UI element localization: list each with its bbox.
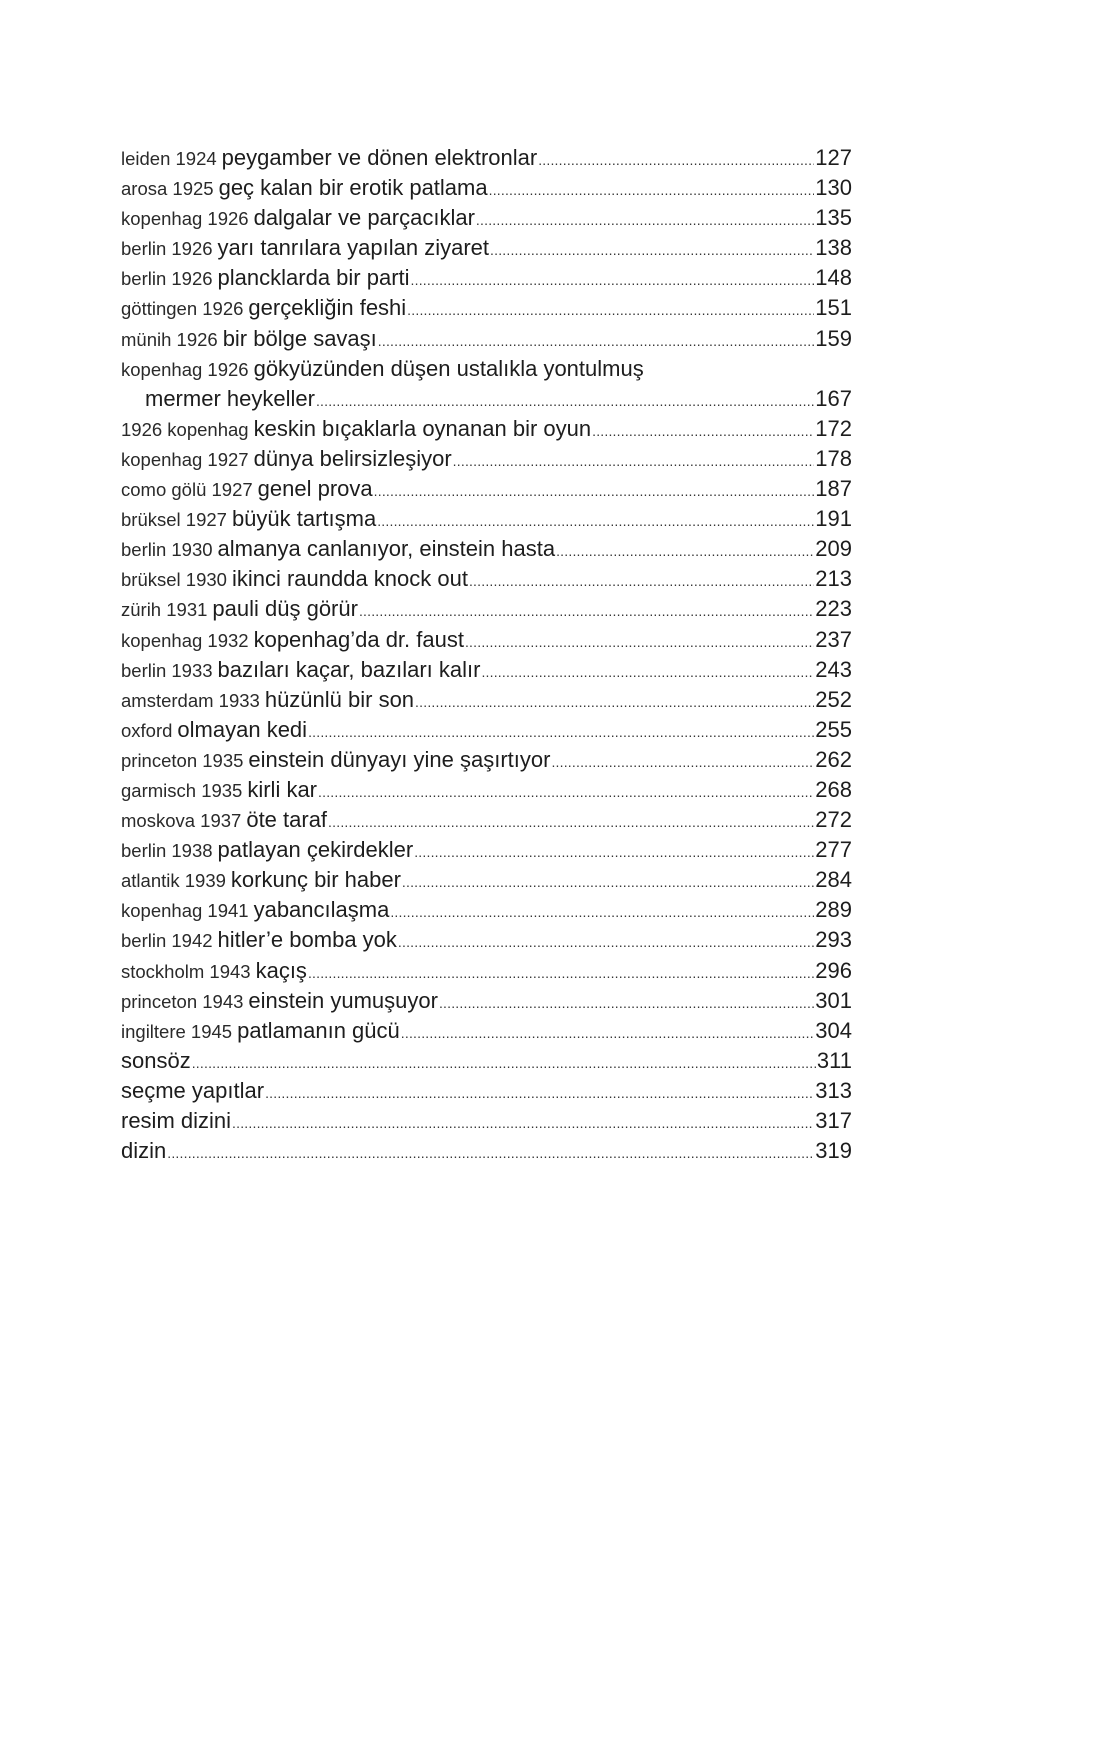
- toc-entry: [121, 564, 852, 594]
- toc-place: kopenhag 1941: [121, 900, 249, 922]
- toc-title: korkunç bir haber: [230, 867, 401, 893]
- toc-leader-dots: [359, 596, 814, 626]
- toc-title: gökyüzünden düşen ustalıkla yontulmuş: [253, 355, 644, 381]
- toc-title: peygamber ve dönen elektronlar: [221, 145, 538, 170]
- toc-entry: [121, 895, 852, 925]
- toc-entry: [121, 594, 852, 624]
- toc-entry: [121, 504, 852, 534]
- toc-page-number: 237: [815, 626, 852, 652]
- toc-place: moskova 1937: [121, 810, 242, 832]
- toc-entry: [121, 865, 852, 895]
- toc-place: 1926 kopenhag: [121, 418, 249, 440]
- toc-title: einstein yumuşuyor: [248, 987, 438, 1013]
- toc-entry: [121, 444, 852, 474]
- toc-page-number: 304: [815, 1017, 852, 1043]
- toc-entry: [121, 715, 852, 745]
- toc-entry: [121, 173, 852, 203]
- toc-leader-dots: [439, 988, 814, 1018]
- toc-entry: [121, 1106, 852, 1136]
- toc-entry: [121, 805, 852, 835]
- toc-title: kaçış: [255, 957, 307, 983]
- toc-leader-dots: [377, 506, 814, 536]
- toc-title: ikinci raundda knock out: [231, 566, 468, 592]
- toc-leader-dots: [407, 295, 814, 325]
- toc-title: yarı tanrılara yapılan ziyaret: [217, 235, 490, 261]
- toc-title: dünya belirsizleşiyor: [253, 445, 452, 471]
- toc-place: brüksel 1930: [121, 569, 227, 591]
- toc-page-number: 151: [815, 295, 852, 321]
- toc-leader-dots: [308, 958, 814, 988]
- toc-leader-dots: [592, 416, 814, 446]
- toc-place: leiden 1924: [121, 148, 217, 169]
- toc-page-number: 209: [815, 536, 852, 562]
- toc-title: resim dizini: [121, 1108, 232, 1133]
- toc-title: patlamanın gücü: [237, 1017, 400, 1043]
- toc-entry: [121, 233, 852, 263]
- toc-entry: [121, 986, 852, 1016]
- toc-entry: [121, 414, 852, 444]
- toc-title: dizin: [121, 1138, 167, 1164]
- toc-leader-dots: [411, 265, 815, 295]
- toc-leader-dots: [551, 747, 814, 777]
- toc-leader-dots: [378, 326, 815, 356]
- toc-leader-dots: [398, 927, 814, 957]
- toc-entry: [121, 354, 852, 414]
- toc-page-number: 138: [815, 235, 852, 261]
- toc-page-number: 289: [815, 897, 852, 923]
- toc-title: kopenhag’da dr. faust: [253, 626, 464, 652]
- toc-entry: [121, 835, 852, 865]
- toc-title: öte taraf: [246, 807, 328, 833]
- toc-entry: [121, 1016, 852, 1046]
- toc-entry: [121, 324, 852, 354]
- toc-place: atlantik 1939: [121, 870, 226, 892]
- toc-page-number: 167: [815, 385, 852, 411]
- toc-title: hüzünlü bir son: [264, 686, 415, 712]
- toc-entry: [121, 745, 852, 775]
- toc-entry: [121, 534, 852, 564]
- toc-leader-dots: [374, 476, 815, 506]
- toc-place: zürih 1931: [121, 599, 208, 621]
- toc-page-number: 301: [815, 987, 852, 1013]
- toc-leader-dots: [469, 566, 814, 596]
- toc-leader-dots: [401, 1018, 815, 1048]
- toc-page-number: 178: [815, 445, 852, 471]
- toc-page-number: 262: [815, 746, 852, 772]
- toc-title: almanya canlanıyor, einstein hasta: [217, 536, 556, 562]
- toc-entry: [121, 956, 852, 986]
- toc-page-number: 268: [815, 776, 852, 802]
- toc-leader-dots: [308, 717, 814, 747]
- toc-entry: [121, 293, 852, 323]
- toc-title: geç kalan bir erotik patlama: [218, 175, 488, 201]
- toc-page-number: 277: [815, 837, 852, 863]
- toc-leader-dots: [390, 897, 814, 927]
- toc-entry: [121, 775, 852, 805]
- toc-page-number: 319: [815, 1138, 852, 1164]
- toc-leader-dots: [192, 1048, 816, 1078]
- toc-title-continued: mermer heykeller: [145, 385, 315, 411]
- toc-title: büyük tartışma: [231, 506, 377, 532]
- toc-leader-dots: [538, 145, 814, 175]
- toc-page-number: 130: [815, 175, 852, 201]
- toc-leader-dots: [490, 235, 814, 265]
- toc-entry: [121, 925, 852, 955]
- toc-title: sonsöz: [121, 1047, 191, 1073]
- toc-title: hitler’e bomba yok: [217, 927, 397, 953]
- toc-page-number: 172: [815, 415, 852, 441]
- toc-entry: [121, 1076, 852, 1106]
- toc-leader-dots: [265, 1078, 814, 1108]
- toc-page-number: 296: [815, 957, 852, 983]
- toc-place: princeton 1943: [121, 990, 244, 1012]
- toc-leader-dots: [465, 627, 814, 657]
- toc-place: ingiltere 1945: [121, 1020, 233, 1042]
- toc-place: kopenhag 1932: [121, 629, 249, 651]
- toc-place: münih 1926: [121, 328, 218, 350]
- toc-leader-dots: [481, 657, 814, 687]
- toc-place: arosa 1925: [121, 178, 214, 200]
- toc-title: keskin bıçaklarla oynanan bir oyun: [253, 415, 592, 441]
- toc-page-number: 293: [815, 927, 852, 953]
- toc-title: olmayan kedi: [177, 716, 308, 742]
- toc-page-number: 284: [815, 867, 852, 893]
- toc-place: berlin 1926: [121, 238, 213, 260]
- toc-title: bazıları kaçar, bazıları kalır: [217, 656, 481, 682]
- toc-page-number: 311: [816, 1047, 852, 1073]
- toc-entry: [121, 1136, 852, 1166]
- toc-place: kopenhag 1926: [121, 358, 249, 380]
- toc-place: berlin 1942: [121, 930, 213, 952]
- toc-leader-dots: [318, 777, 814, 807]
- toc-place: amsterdam 1933: [121, 689, 260, 711]
- toc-entry: [121, 263, 852, 293]
- toc-page-number: 272: [815, 807, 852, 833]
- toc-leader-dots: [316, 386, 814, 416]
- toc-entry: [121, 1046, 852, 1076]
- toc-place: como gölü 1927: [121, 479, 253, 501]
- toc-entry: [121, 685, 852, 715]
- toc-page-number: 313: [815, 1077, 852, 1103]
- toc-leader-dots: [489, 175, 815, 205]
- toc-page-number: 148: [815, 265, 852, 291]
- toc-page-number: 252: [815, 686, 852, 712]
- toc-entry: [121, 625, 852, 655]
- toc-place: princeton 1935: [121, 749, 244, 771]
- toc-title: einstein dünyayı yine şaşırtıyor: [248, 746, 551, 772]
- toc-place: göttingen 1926: [121, 298, 244, 320]
- toc-page-number: 213: [815, 566, 852, 592]
- toc-place: oxford: [121, 719, 173, 741]
- toc-page-number: 255: [815, 716, 852, 742]
- toc-place: garmisch 1935: [121, 779, 243, 801]
- toc-place: berlin 1930: [121, 539, 213, 561]
- toc-leader-dots: [414, 837, 814, 867]
- toc-place: stockholm 1943: [121, 960, 251, 982]
- toc-title: bir bölge savaşı: [222, 325, 377, 351]
- toc-leader-dots: [167, 1138, 814, 1168]
- toc-leader-dots: [556, 536, 814, 566]
- toc-place: berlin 1933: [121, 659, 213, 681]
- toc-leader-dots: [402, 867, 814, 897]
- toc-page-number: 191: [815, 506, 852, 532]
- toc-entry: [121, 474, 852, 504]
- toc-title: pauli düş görür: [212, 596, 358, 622]
- toc-title: genel prova: [257, 476, 373, 502]
- toc-page-number: 187: [815, 476, 852, 502]
- toc-leader-dots: [476, 205, 814, 235]
- toc-page-number: 223: [815, 596, 852, 622]
- toc-title: kirli kar: [247, 776, 318, 802]
- toc-leader-dots: [328, 807, 814, 837]
- toc-leader-dots: [453, 446, 815, 476]
- toc-page-number: 159: [815, 325, 852, 351]
- table-of-contents: [121, 143, 852, 1166]
- toc-place: berlin 1938: [121, 840, 213, 862]
- toc-entry: [121, 143, 852, 173]
- toc-title: plancklarda bir parti: [217, 265, 410, 291]
- toc-page-number: 127: [815, 145, 852, 170]
- toc-place: kopenhag 1927: [121, 448, 249, 470]
- toc-entry: [121, 203, 852, 233]
- toc-page-number: 135: [815, 205, 852, 231]
- toc-title: gerçekliğin feshi: [248, 295, 407, 321]
- toc-place: berlin 1926: [121, 268, 213, 290]
- toc-place: kopenhag 1926: [121, 208, 249, 230]
- toc-page-number: 243: [815, 656, 852, 682]
- toc-entry: [121, 655, 852, 685]
- toc-title: dalgalar ve parçacıklar: [253, 205, 475, 231]
- toc-leader-dots: [232, 1108, 814, 1138]
- toc-title: patlayan çekirdekler: [217, 837, 414, 863]
- toc-page-number: 317: [815, 1108, 852, 1133]
- toc-title: seçme yapıtlar: [121, 1077, 265, 1103]
- toc-title: yabancılaşma: [253, 897, 390, 923]
- toc-leader-dots: [415, 687, 814, 717]
- toc-place: brüksel 1927: [121, 509, 227, 531]
